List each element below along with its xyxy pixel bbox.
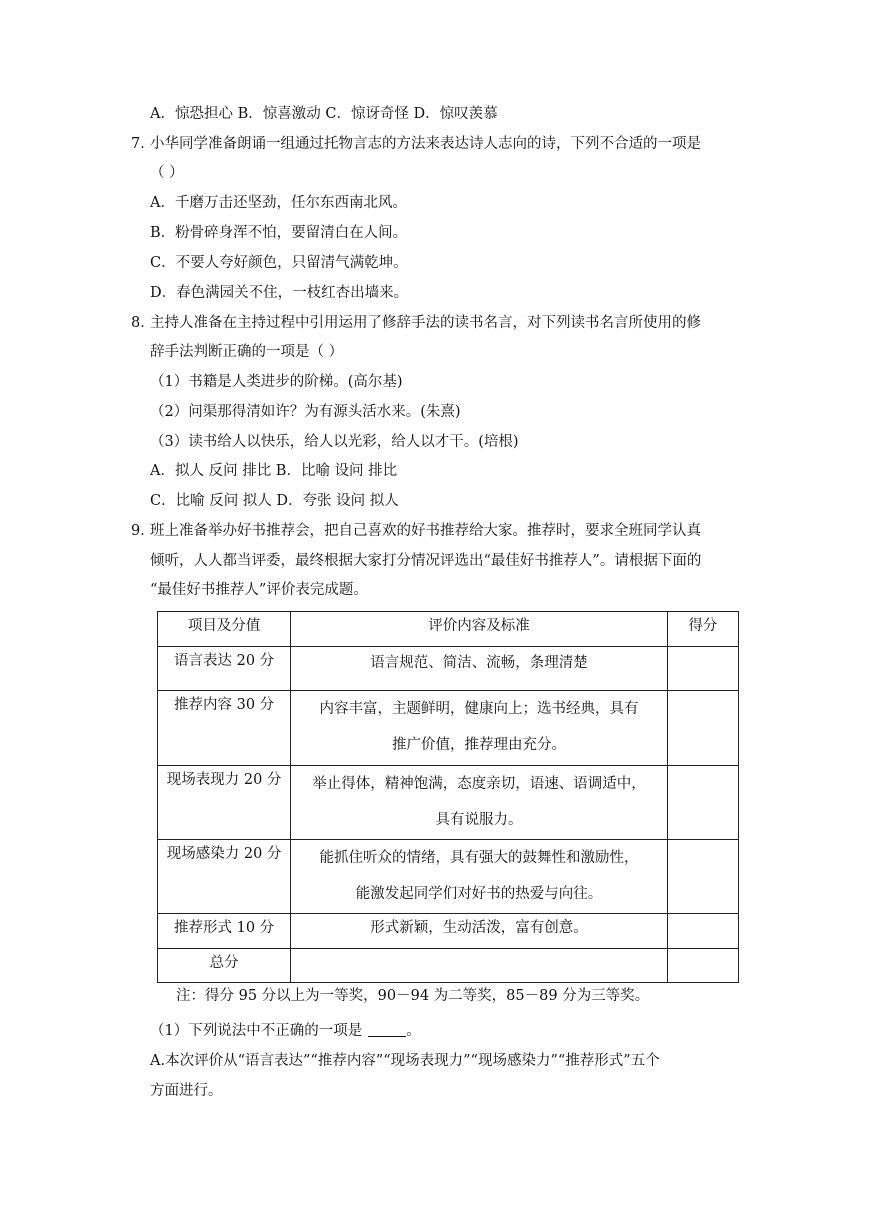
q8-stem-line2: 辞手法判断正确的一项是（ ） [150, 344, 344, 360]
q8-quote-2: （2）问渠那得清如许？为有源头活水来。(朱熹) [150, 404, 461, 420]
q7-answer-paren: （ ） [150, 165, 184, 181]
table-row [158, 949, 739, 983]
q9-stem-line2: 倾听，人人都当评委，最终根据大家打分情况评选出“最佳好书推荐人”。请根据下面的 [150, 553, 702, 569]
answer-blank[interactable] [368, 1021, 406, 1037]
q7-option-c: C．不要人夸好颜色，只留清气满乾坤。 [150, 255, 408, 271]
q7-option-a: A．千磨万击还坚劲，任尔东西南北风。 [150, 195, 407, 211]
table-header-row [158, 612, 739, 647]
score-cell [667, 840, 738, 914]
score-cell [667, 949, 738, 983]
q9-sub1-option-a-line2: 方面进行。 [150, 1083, 223, 1099]
q6-options: A．惊恐担心 B．惊喜激动 C．惊讶奇怪 D．惊叹羡慕 [150, 106, 498, 122]
criteria-cell: 语言规范、简洁、流畅，条理清楚 [291, 647, 668, 691]
q9-note: 注：得分 95 分以上为一等奖，90－94 为二等奖，85－89 分为三等奖。 [176, 988, 650, 1004]
item-cell: 现场感染力 20 分 [158, 840, 291, 914]
q8-stem-line1: 主持人准备在主持过程中引用运用了修辞手法的读书名言，对下列读书名言所使用的修 [150, 315, 701, 331]
table-header-cell: 项目及分值 [158, 612, 291, 647]
item-cell: 现场表现力 20 分 [158, 766, 291, 840]
table-row [158, 647, 739, 691]
q7-number: 7． [131, 136, 155, 152]
q7-option-d: D．春色满园关不住，一枝红杏出墙来。 [150, 285, 409, 301]
table-header-cell: 得分 [667, 612, 738, 647]
q8-quote-3: （3）读书给人以快乐，给人以光彩，给人以才干。(培根) [150, 434, 519, 450]
q9-stem-line1: 班上准备举办好书推荐会，把自己喜欢的好书推荐给大家。推荐时，要求全班同学认真 [150, 523, 701, 539]
score-cell [667, 647, 738, 691]
q7-stem: 小华同学准备朗诵一组通过托物言志的方法来表达诗人志向的诗，下列不合适的一项是 [150, 136, 701, 152]
q8-quote-1: （1）书籍是人类进步的阶梯。(高尔基) [150, 374, 403, 390]
item-cell: 总分 [158, 949, 291, 983]
table-row [158, 914, 739, 949]
q9-stem-line3: “最佳好书推荐人”评价表完成题。 [150, 582, 368, 598]
q8-options-cd: C．比喻 反问 拟人 D．夸张 设问 拟人 [150, 493, 399, 509]
score-cell [667, 914, 738, 949]
table-row [158, 840, 739, 914]
criteria-cell: 能抓住听众的情绪，具有强大的鼓舞性和激励性， 能激发起同学们对好书的热爱与向往。 [291, 840, 668, 914]
table-header-cell: 评价内容及标准 [291, 612, 668, 647]
criteria-cell: 内容丰富，主题鲜明，健康向上；选书经典，具有 推广价值，推荐理由充分。 [291, 691, 668, 766]
q9-sub1-end: 。 [406, 1023, 421, 1039]
item-cell: 语言表达 20 分 [158, 647, 291, 691]
criteria-cell: 举止得体，精神饱满，态度亲切，语速、语调适中， 具有说服力。 [291, 766, 668, 840]
score-cell [667, 691, 738, 766]
criteria-cell [291, 949, 668, 983]
evaluation-table [157, 611, 739, 983]
criteria-cell: 形式新颖，生动活泼，富有创意。 [291, 914, 668, 949]
q9-number: 9． [131, 523, 155, 539]
q8-number: 8． [131, 315, 155, 331]
q7-option-b: B．粉骨碎身浑不怕，要留清白在人间。 [150, 225, 408, 241]
item-cell: 推荐内容 30 分 [158, 691, 291, 766]
q8-options-ab: A．拟人 反问 排比 B．比喻 设问 排比 [150, 463, 398, 479]
item-cell: 推荐形式 10 分 [158, 914, 291, 949]
table-row [158, 766, 739, 840]
table-row [158, 691, 739, 766]
q9-sub1-text: （1）下列说法中不正确的一项是 [150, 1023, 363, 1039]
score-cell [667, 766, 738, 840]
q9-sub1-option-a-line1: A.本次评价从“语言表达”“推荐内容”“现场表现力”“现场感染力”“推荐形式”五个 [150, 1053, 660, 1069]
q9-sub1 [150, 1021, 421, 1041]
